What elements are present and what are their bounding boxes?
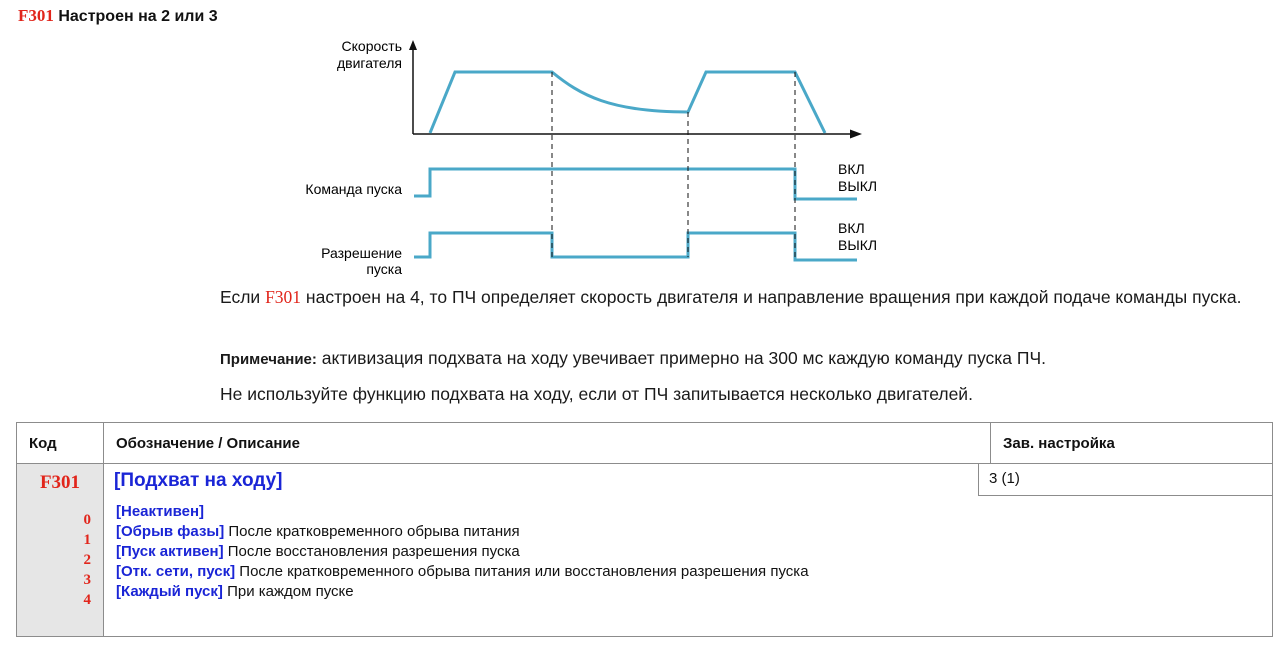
para1-text-a: Если xyxy=(220,287,266,307)
list-item xyxy=(116,522,1272,542)
paragraph-note xyxy=(220,346,1270,372)
option-name: [Пуск активен] xyxy=(116,543,224,560)
option-num: 4 xyxy=(83,592,91,608)
option-num: 0 xyxy=(83,512,91,528)
run-command-label: Команда пуска xyxy=(305,181,402,197)
run-command-signal xyxy=(414,169,857,199)
code-cell xyxy=(17,464,104,637)
option-name: [Отк. сети, пуск] xyxy=(116,563,236,580)
default-value: 3 (1) xyxy=(978,464,1272,496)
list-item xyxy=(116,562,1272,582)
speed-curve xyxy=(430,72,825,133)
list-item xyxy=(116,502,1272,522)
list-item xyxy=(116,542,1272,562)
para1-text-b: настроен на 4, то ПЧ определяет скорость двигателя и направление вращения при каждой подаче команды пуска. xyxy=(301,287,1242,307)
paragraph-mode4 xyxy=(220,285,1260,310)
y-axis-arrow-icon xyxy=(409,40,417,50)
option-num: 3 xyxy=(83,572,91,588)
option-desc: После кратковременного обрыва питания или восстановления разрешения пуска xyxy=(235,563,809,580)
list-item xyxy=(116,582,1272,602)
option-num: 2 xyxy=(83,552,91,568)
run-on-label: ВКЛ xyxy=(838,161,865,177)
option-numbers xyxy=(17,494,103,610)
parameter-table xyxy=(16,422,1273,637)
paragraph-warning: Не используйте функцию подхвата на ходу, если от ПЧ запитывается несколько двигателей. xyxy=(220,384,973,404)
option-name: [Обрыв фазы] xyxy=(116,523,225,540)
note-text: активизация подхвата на ходу увечивает примерно на 300 мс каждую команду пуска ПЧ. xyxy=(316,348,1046,368)
header-default: Зав. настройка xyxy=(991,423,1273,464)
param-name: [Подхват на ходу] xyxy=(114,470,283,491)
header-description: Обозначение / Описание xyxy=(104,423,991,464)
option-list xyxy=(104,496,1272,602)
title-text: Настроен на 2 или 3 xyxy=(58,8,218,25)
option-desc: После кратковременного обрыва питания xyxy=(224,523,520,540)
para1-code: F301 xyxy=(265,287,302,307)
enable-off-label: ВЫКЛ xyxy=(838,237,878,253)
x-axis-arrow-icon xyxy=(850,130,862,139)
param-code: F301 xyxy=(39,472,81,493)
option-name: [Каждый пуск] xyxy=(116,583,223,600)
table-header-row xyxy=(17,423,1273,464)
option-desc: После восстановления разрешения пуска xyxy=(223,543,520,560)
enable-on-label: ВКЛ xyxy=(838,220,865,236)
enable-label-2: пуска xyxy=(366,261,402,277)
enable-label-1: Разрешение xyxy=(321,245,402,261)
run-off-label: ВЫКЛ xyxy=(838,178,878,194)
enable-signal xyxy=(414,233,857,260)
title-code: F301 xyxy=(18,6,54,25)
option-desc: При каждом пуске xyxy=(222,583,354,600)
table-row xyxy=(17,464,1273,637)
option-name: [Неактивен] xyxy=(116,503,205,520)
note-label: Примечание: xyxy=(220,351,317,368)
option-num: 1 xyxy=(83,532,91,548)
timing-diagram xyxy=(0,0,1280,290)
speed-axis-label-2: двигателя xyxy=(336,55,402,71)
speed-axis-label-1: Скорость xyxy=(341,38,402,54)
description-cell xyxy=(104,464,1273,637)
header-code: Код xyxy=(17,423,104,464)
